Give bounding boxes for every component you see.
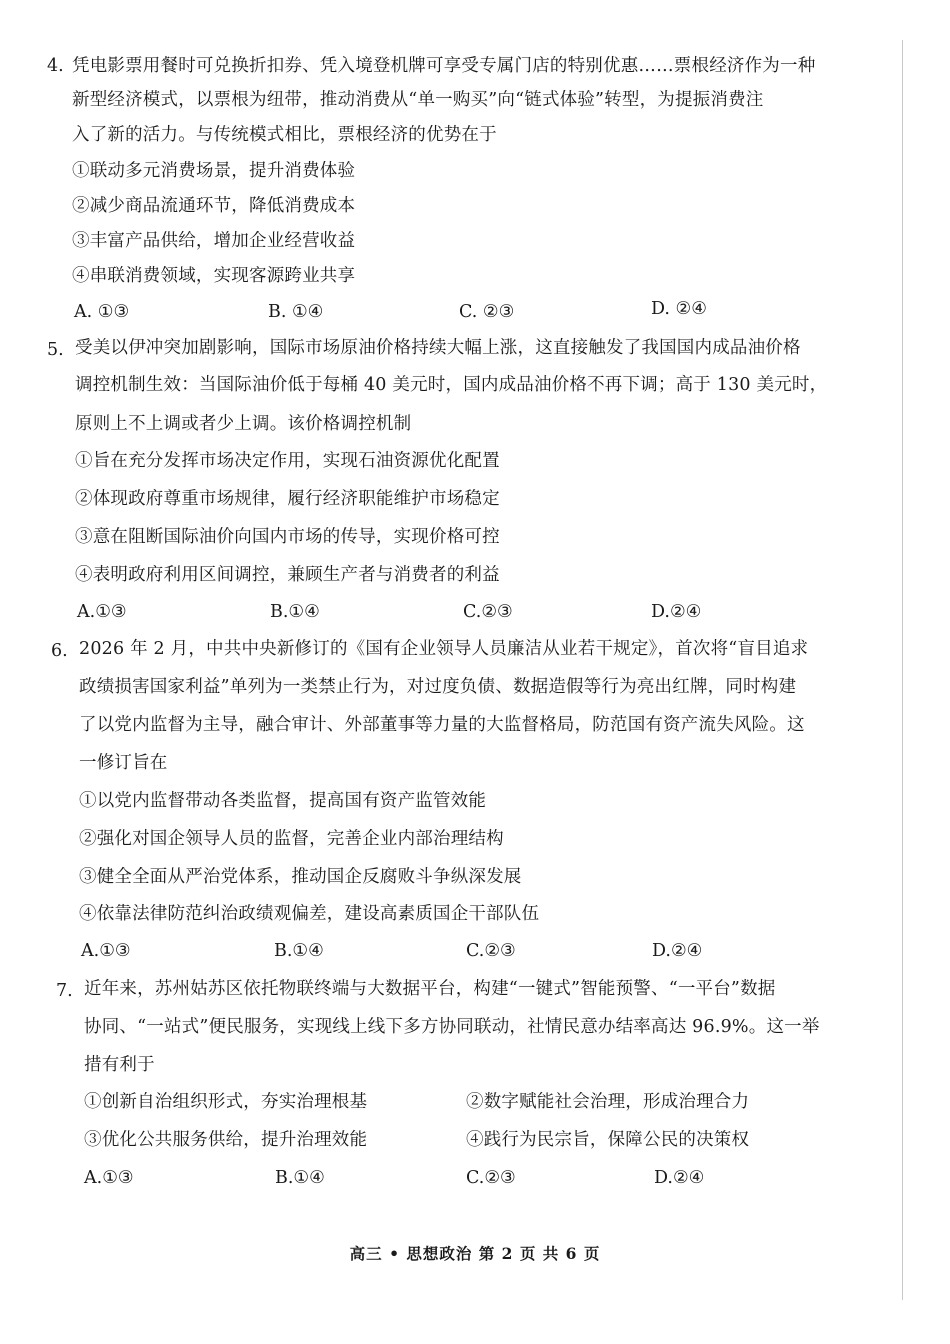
choice-c: C. ②③ — [459, 302, 515, 322]
question-stem-line: 了以党内监督为主导，融合审计、外部董事等力量的大监督格局，防范国有资产流失风险。这 — [79, 715, 805, 735]
statement-item: ④串联消费领域，实现客源跨业共享 — [72, 266, 356, 286]
question-number: 7. — [56, 981, 73, 1001]
choice-c: C.②③ — [466, 1168, 516, 1188]
question-stem-line: 调控机制生效：当国际油价低于每桶 40 美元时，国内成品油价格不再下调；高于 130 美元时， — [75, 375, 828, 395]
statement-item: ③丰富产品供给，增加企业经营收益 — [72, 231, 356, 251]
choice-b: B.①④ — [270, 602, 320, 622]
choice-d: D.②④ — [652, 941, 703, 961]
question-stem-line: 近年来，苏州姑苏区依托物联终端与大数据平台，构建“一键式”智能预警、“一平台”数据 — [84, 979, 776, 999]
question-stem-line: 凭电影票用餐时可兑换折扣券、凭入境登机牌可享受专属门店的特别优惠……票根经济作为一种 — [72, 56, 816, 76]
statement-item: ③健全全面从严治党体系，推动国企反腐败斗争纵深发展 — [79, 867, 522, 887]
choice-b: B.①④ — [275, 1168, 325, 1188]
choice-a: A.①③ — [77, 602, 127, 622]
statement-item: ④践行为民宗旨，保障公民的决策权 — [466, 1130, 750, 1150]
question-number: 4. — [47, 56, 64, 76]
choice-a: A.①③ — [81, 941, 131, 961]
question-stem-line: 一修订旨在 — [79, 753, 168, 773]
statement-item: ①旨在充分发挥市场决定作用，实现石油资源优化配置 — [75, 451, 500, 471]
question-number: 5. — [47, 340, 64, 360]
choice-d: D. ②④ — [651, 299, 707, 319]
statement-item: ④依靠法律防范纠治政绩观偏差，建设高素质国企干部队伍 — [79, 904, 540, 924]
choice-c: C.②③ — [466, 941, 516, 961]
question-stem-line: 2026 年 2 月，中共中央新修订的《国有企业领导人员廉洁从业若干规定》，首次将“盲目追求 — [79, 639, 809, 659]
statement-item: ①创新自治组织形式，夯实治理根基 — [84, 1092, 368, 1112]
statement-item: ②数字赋能社会治理，形成治理合力 — [466, 1092, 750, 1112]
statement-item: ④表明政府利用区间调控，兼顾生产者与消费者的利益 — [75, 565, 500, 585]
question-stem-line: 协同、“一站式”便民服务，实现线上线下多方协同联动，社情民意办结率高达 96.9%。这一举 — [84, 1017, 820, 1037]
question-stem-line: 受美以伊冲突加剧影响，国际市场原油价格持续大幅上涨，这直接触发了我国国内成品油价格 — [75, 338, 801, 358]
choice-d: D.②④ — [651, 602, 702, 622]
statement-item: ①联动多元消费场景，提升消费体验 — [72, 161, 356, 181]
question-stem-line: 措有利于 — [84, 1055, 155, 1075]
choice-a: A. ①③ — [74, 302, 130, 322]
choice-d: D.②④ — [654, 1168, 705, 1188]
statement-item: ②强化对国企领导人员的监督，完善企业内部治理结构 — [79, 829, 504, 849]
choice-b: B. ①④ — [268, 302, 324, 322]
statement-item: ③优化公共服务供给，提升治理效能 — [84, 1130, 368, 1150]
statement-item: ②减少商品流通环节，降低消费成本 — [72, 196, 356, 216]
question-number: 6. — [51, 641, 68, 661]
page-footer: 高三 • 思想政治 第 2 页 共 6 页 — [349, 1244, 601, 1263]
statement-item: ②体现政府尊重市场规律，履行经济职能维护市场稳定 — [75, 489, 500, 509]
choice-c: C.②③ — [463, 602, 513, 622]
choice-b: B.①④ — [274, 941, 324, 961]
question-stem-line: 原则上不上调或者少上调。该价格调控机制 — [75, 414, 412, 434]
statement-item: ③意在阻断国际油价向国内市场的传导，实现价格可控 — [75, 527, 500, 547]
statement-item: ①以党内监督带动各类监督，提高国有资产监管效能 — [79, 791, 487, 811]
question-stem-line: 新型经济模式，以票根为纽带，推动消费从“单一购买”向“链式体验”转型，为提振消费注 — [72, 90, 764, 110]
choice-a: A.①③ — [84, 1168, 134, 1188]
question-stem-line: 政绩损害国家利益”单列为一类禁止行为，对过度负债、数据造假等行为亮出红牌，同时构建 — [79, 677, 797, 697]
question-stem-line: 入了新的活力。与传统模式相比，票根经济的优势在于 — [72, 125, 497, 145]
